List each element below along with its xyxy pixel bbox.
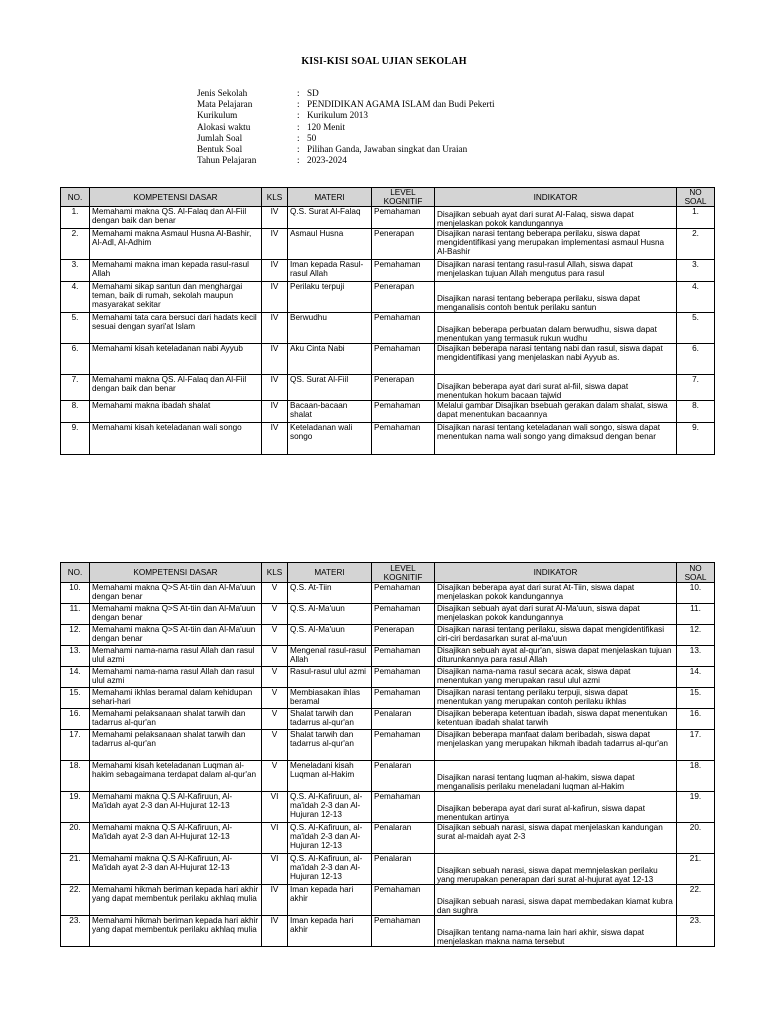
cell-kompetensi-dasar: Memahami hikmah beriman kepada hari akhir yang dapat membentuk perilaku akhlaq mulia (90, 885, 262, 916)
cell-kompetensi-dasar: Memahami makna Q>S At-tiin dan Al-Ma'uun dengan benar (90, 583, 262, 604)
cell-kls: IV (262, 260, 288, 282)
cell-level-kognitif: Pemahaman (372, 688, 435, 709)
table-row (61, 282, 715, 313)
cell-kls: IV (262, 375, 288, 401)
table-row (61, 344, 715, 375)
cell-kls: V (262, 761, 288, 792)
cell-no: 11. (61, 604, 90, 625)
table-row (61, 823, 715, 854)
cell-kls: V (262, 646, 288, 667)
table-row (61, 854, 715, 885)
meta-value: SD (307, 88, 319, 98)
cell-indikator: Disajikan narasi tentang beberapa perilaku, siswa dapat mengidentifikasi yang merupakan implementasi asmaul Husna Al-Bashir (435, 229, 677, 260)
table-row (61, 730, 715, 761)
cell-indikator: Disajikan narasi tentang beberapa perilaku, siswa dapat menganalisis contoh bentuk perilaku santun (435, 282, 677, 313)
meta-row-jumlah-soal (197, 133, 495, 144)
cell-no: 3. (61, 260, 90, 282)
table-row (61, 625, 715, 646)
cell-indikator: Disajikan narasi tentang perilaku, siswa dapat mengidentifikasi ciri-ciri berdasarkan surat al-ma'uun (435, 625, 677, 646)
header-no: NO. (61, 188, 90, 207)
cell-no-soal: 22. (677, 885, 715, 916)
cell-indikator: Disajikan nama-nama rasul secara acak, siswa dapat menentukan yang merupakan rasul ulul azmi (435, 667, 677, 688)
cell-no: 20. (61, 823, 90, 854)
table-row (61, 761, 715, 792)
meta-value: 120 Menit (307, 121, 346, 132)
cell-level-kognitif: Penalaran (372, 709, 435, 730)
cell-no-soal: 18. (677, 761, 715, 792)
meta-value: Pilihan Ganda, Jawaban singkat dan Uraian (307, 144, 468, 155)
cell-indikator: Disajikan narasi tentang luqman al-hakim, siswa dapat menganalisis perilaku meneladani luqman al-Hakim (435, 761, 677, 792)
cell-no-soal: 21. (677, 854, 715, 885)
cell-kompetensi-dasar: Memahami makna Q>S At-tiin dan Al-Ma'uun dengan benar (90, 625, 262, 646)
cell-kls: V (262, 625, 288, 646)
cell-no: 14. (61, 667, 90, 688)
cell-materi: Bacaan-bacaan shalat (288, 401, 372, 423)
cell-no-soal: 1. (677, 207, 715, 229)
cell-kompetensi-dasar: Memahami makna Q.S Al-Kafiruun, Al-Ma'idah ayat 2-3 dan Al-Hujurat 12-13 (90, 854, 262, 885)
header-no-soal: NO SOAL (677, 563, 715, 583)
cell-no-soal: 6. (677, 344, 715, 375)
cell-no: 17. (61, 730, 90, 761)
cell-level-kognitif: Pemahaman (372, 313, 435, 344)
cell-no: 19. (61, 792, 90, 823)
cell-no-soal: 3. (677, 260, 715, 282)
cell-kls: IV (262, 344, 288, 375)
cell-materi: Iman kepada hari akhir (288, 885, 372, 916)
cell-level-kognitif: Pemahaman (372, 646, 435, 667)
cell-indikator: Disajikan narasi tentang rasul-rasul Allah, siswa dapat menjelaskan tujuan Allah mengutus para rasul (435, 260, 677, 282)
cell-kls: IV (262, 916, 288, 947)
cell-indikator: Disajikan beberapa ayat dari surat al-fiil, siswa dapat menentukan hokum bacaan tajwid (435, 375, 677, 401)
cell-kompetensi-dasar: Memahami pelaksanaan shalat tarwih dan tadarrus al-qur'an (90, 709, 262, 730)
cell-level-kognitif: Penerapan (372, 625, 435, 646)
cell-kompetensi-dasar: Memahami makna Q.S Al-Kafiruun, Al-Ma'idah ayat 2-3 dan Al-Hujurat 12-13 (90, 823, 262, 854)
cell-no-soal: 11. (677, 604, 715, 625)
cell-kls: IV (262, 313, 288, 344)
cell-kls: V (262, 730, 288, 761)
meta-colon: : (297, 155, 300, 166)
cell-no-soal: 17. (677, 730, 715, 761)
cell-kompetensi-dasar: Memahami makna Q>S At-tiin dan Al-Ma'uun dengan benar (90, 604, 262, 625)
cell-indikator: Disajikan sebuah ayat dari surat Al-Falaq, siswa dapat menjelaskan pokok kandungannya (435, 207, 677, 229)
cell-no: 23. (61, 916, 90, 947)
cell-no: 15. (61, 688, 90, 709)
header-kompetensi-dasar: KOMPETENSI DASAR (90, 563, 262, 583)
cell-kls: IV (262, 423, 288, 455)
cell-kls: IV (262, 282, 288, 313)
cell-kls: IV (262, 207, 288, 229)
table-row (61, 401, 715, 423)
cell-level-kognitif: Penalaran (372, 823, 435, 854)
cell-level-kognitif: Pemahaman (372, 885, 435, 916)
cell-indikator: Disajikan beberapa narasi tentang nabi dan rasul, siswa dapat mengidentifikasi yang menjelaskan nabi Ayyub as. (435, 344, 677, 375)
table-row (61, 885, 715, 916)
cell-no-soal: 13. (677, 646, 715, 667)
header-indikator: INDIKATOR (435, 188, 677, 207)
cell-kls: V (262, 604, 288, 625)
cell-kompetensi-dasar: Memahami tata cara bersuci dari hadats kecil sesuai dengan syari'at Islam (90, 313, 262, 344)
cell-no: 1. (61, 207, 90, 229)
cell-level-kognitif: Pemahaman (372, 344, 435, 375)
cell-kls: IV (262, 401, 288, 423)
cell-kls: V (262, 709, 288, 730)
table-header-row (61, 188, 715, 207)
cell-indikator: Disajikan tentang nama-nama lain hari akhir, siswa dapat menjelaskan makna nama tersebut (435, 916, 677, 947)
cell-indikator: Disajikan sebuah ayat dari surat Al-Ma'uun, siswa dapat menjelaskan pokok kandungannya (435, 604, 677, 625)
cell-level-kognitif: Pemahaman (372, 730, 435, 761)
header-no-soal: NO SOAL (677, 188, 715, 207)
cell-kompetensi-dasar: Memahami makna Q.S Al-Kafiruun, Al-Ma'idah ayat 2-3 dan Al-Hujurat 12-13 (90, 792, 262, 823)
header-materi: MATERI (288, 563, 372, 583)
cell-kompetensi-dasar: Memahami makna QS. Al-Falaq dan Al-Fiil dengan baik dan benar (90, 207, 262, 229)
meta-label: Mata Pelajaran (197, 99, 253, 110)
cell-materi: Q.S. Al-Ma'uun (288, 625, 372, 646)
header-indikator: INDIKATOR (435, 563, 677, 583)
header-kompetensi-dasar: KOMPETENSI DASAR (90, 188, 262, 207)
cell-level-kognitif: Pemahaman (372, 792, 435, 823)
cell-kls: V (262, 667, 288, 688)
meta-value: 50 (307, 132, 317, 143)
header-level-kognitif: LEVEL KOGNITIF (372, 563, 435, 583)
cell-materi: Keteladanan wali songo (288, 423, 372, 455)
cell-no: 5. (61, 313, 90, 344)
cell-level-kognitif: Penerapan (372, 282, 435, 313)
cell-level-kognitif: Penerapan (372, 375, 435, 401)
cell-kls: VI (262, 792, 288, 823)
cell-materi: Shalat tarwih dan tadarrus al-qur'an (288, 730, 372, 761)
meta-value: PENDIDIKAN AGAMA ISLAM dan Budi Pekerti (307, 99, 495, 110)
cell-no-soal: 14. (677, 667, 715, 688)
cell-no: 10. (61, 583, 90, 604)
cell-no: 9. (61, 423, 90, 455)
cell-materi: Asmaul Husna (288, 229, 372, 260)
table-row (61, 313, 715, 344)
cell-kompetensi-dasar: Memahami makna iman kepada rasul-rasul Allah (90, 260, 262, 282)
cell-level-kognitif: Pemahaman (372, 401, 435, 423)
header-materi: MATERI (288, 188, 372, 207)
table-row (61, 688, 715, 709)
cell-no-soal: 5. (677, 313, 715, 344)
cell-indikator: Disajikan beberapa ayat dari surat al-kafirun, siswa dapat menentukan artinya (435, 792, 677, 823)
cell-kompetensi-dasar: Memahami kisah keteladanan wali songo (90, 423, 262, 455)
meta-colon: : (297, 99, 300, 110)
document-title: KISI-KISI SOAL UJIAN SEKOLAH (301, 56, 467, 67)
cell-indikator: Disajikan narasi tentang keteladanan wali songo, siswa dapat menentukan nama wali songo yang dimaksud dengan benar (435, 423, 677, 455)
cell-indikator: Disajikan sebuah narasi, siswa dapat membedakan kiamat kubra dan sughra (435, 885, 677, 916)
cell-materi: Q.S. Al-Kafiruun, al-ma'idah 2-3 dan Al-Hujuran 12-13 (288, 792, 372, 823)
cell-no: 4. (61, 282, 90, 313)
cell-kls: VI (262, 854, 288, 885)
cell-no-soal: 4. (677, 282, 715, 313)
meta-row-kurikulum (197, 110, 495, 121)
cell-kompetensi-dasar: Memahami nama-nama rasul Allah dan rasul ulul azmi (90, 646, 262, 667)
cell-indikator: Disajikan narasi tentang perilaku terpuji, siswa dapat menentukan yang merupakan contoh perilaku ikhlas (435, 688, 677, 709)
meta-label: Jenis Sekolah (197, 88, 248, 98)
meta-row-tahun-pelajaran (197, 155, 495, 166)
document-meta (197, 88, 495, 166)
cell-no: 13. (61, 646, 90, 667)
table-row (61, 583, 715, 604)
cell-level-kognitif: Pemahaman (372, 667, 435, 688)
meta-value: Kurikulum 2013 (307, 110, 368, 121)
cell-kompetensi-dasar: Memahami hikmah beriman kepada hari akhir yang dapat membentuk perilaku akhlaq mulia (90, 916, 262, 947)
cell-indikator: Disajikan beberapa perbuatan dalam berwudhu, siswa dapat menentukan yang termasuk rukun wudhu (435, 313, 677, 344)
cell-materi: Iman kepada Rasul-rasul Allah (288, 260, 372, 282)
header-level-kognitif: LEVEL KOGNITIF (372, 188, 435, 207)
cell-level-kognitif: Pemahaman (372, 916, 435, 947)
cell-kls: V (262, 688, 288, 709)
cell-no-soal: 8. (677, 401, 715, 423)
cell-no-soal: 2. (677, 229, 715, 260)
header-no: NO. (61, 563, 90, 583)
meta-label: Kurikulum (197, 110, 238, 121)
cell-no: 22. (61, 885, 90, 916)
meta-colon: : (297, 132, 300, 143)
cell-materi: Rasul-rasul ulul azmi (288, 667, 372, 688)
cell-kompetensi-dasar: Memahami sikap santun dan menghargai teman, baik di rumah, sekolah maupun masyarakat sekitar (90, 282, 262, 313)
cell-no-soal: 19. (677, 792, 715, 823)
cell-level-kognitif: Pemahaman (372, 423, 435, 455)
cell-materi: Q.S. Al-Kafiruun, al-ma'idah 2-3 dan Al-Hujuran 12-13 (288, 854, 372, 885)
meta-colon: : (297, 144, 300, 155)
cell-materi: QS. Surat Al-Fiil (288, 375, 372, 401)
cell-no: 2. (61, 229, 90, 260)
cell-level-kognitif: Penerapan (372, 229, 435, 260)
cell-kompetensi-dasar: Memahami kisah keteladanan nabi Ayyub (90, 344, 262, 375)
cell-no-soal: 9. (677, 423, 715, 455)
cell-level-kognitif: Penalaran (372, 761, 435, 792)
meta-row-jenis-sekolah (197, 88, 495, 99)
cell-no-soal: 20. (677, 823, 715, 854)
header-kls: KLS (262, 188, 288, 207)
cell-kls: V (262, 583, 288, 604)
meta-row-alokasi-waktu (197, 122, 495, 133)
cell-no: 8. (61, 401, 90, 423)
cell-no: 18. (61, 761, 90, 792)
cell-level-kognitif: Pemahaman (372, 207, 435, 229)
meta-row-mata-pelajaran (197, 99, 495, 110)
cell-indikator: Disajikan beberapa ketentuan ibadah, siswa dapat menentukan ketentuan ibadah shalat tarwih (435, 709, 677, 730)
cell-materi: Q.S. Al-Ma'uun (288, 604, 372, 625)
cell-kompetensi-dasar: Memahami makna ibadah shalat (90, 401, 262, 423)
cell-materi: Berwudhu (288, 313, 372, 344)
cell-indikator: Disajikan sebuah narasi, siswa dapat menjelaskan kandungan surat al-maidah ayat 2-3 (435, 823, 677, 854)
meta-label: Jumlah Soal (197, 132, 243, 143)
table-row (61, 260, 715, 282)
cell-no: 6. (61, 344, 90, 375)
cell-indikator: Disajikan sebuah narasi, siswa dapat memnjelaskan perilaku yang merupakan penerapan dari surat al-hujurat ayat 12-13 (435, 854, 677, 885)
table-row (61, 792, 715, 823)
cell-materi: Aku Cinta Nabi (288, 344, 372, 375)
cell-no-soal: 10. (677, 583, 715, 604)
cell-kls: VI (262, 823, 288, 854)
cell-kompetensi-dasar: Memahami makna QS. Al-Falaq dan Al-Fiil dengan baik dan benar (90, 375, 262, 401)
meta-label: Alokasi waktu (197, 121, 251, 132)
cell-no-soal: 15. (677, 688, 715, 709)
cell-kompetensi-dasar: Memahami pelaksanaan shalat tarwih dan tadarrus al-qur'an (90, 730, 262, 761)
cell-no-soal: 7. (677, 375, 715, 401)
cell-indikator: Disajikan beberapa ayat dari surat At-Tiin, siswa dapat menjelaskan pokok kandungannya (435, 583, 677, 604)
cell-materi: Membiasakan ihlas beramal (288, 688, 372, 709)
cell-materi: Q.S. At-Tiin (288, 583, 372, 604)
cell-indikator: Melalui gambar Disajikan bsebuah gerakan dalam shalat, siswa dapat menentukan bacaannya (435, 401, 677, 423)
cell-kompetensi-dasar: Memahami ikhlas beramal dalam kehidupan sehari-hari (90, 688, 262, 709)
cell-materi: Meneladani kisah Luqman al-Hakim (288, 761, 372, 792)
table-row (61, 667, 715, 688)
meta-colon: : (297, 88, 300, 98)
meta-colon: : (297, 121, 300, 132)
cell-no: 12. (61, 625, 90, 646)
kisi-kisi-table-2 (60, 562, 715, 947)
cell-kls: IV (262, 229, 288, 260)
cell-indikator: Disajikan beberapa manfaat dalam beribadah, siswa dapat menjelaskan yang merupakan hikmah ibadah tadarrus al-qur'an (435, 730, 677, 761)
cell-level-kognitif: Pemahaman (372, 260, 435, 282)
table-row (61, 229, 715, 260)
cell-no: 16. (61, 709, 90, 730)
cell-materi: Q.S. Surat Al-Falaq (288, 207, 372, 229)
cell-no: 7. (61, 375, 90, 401)
cell-level-kognitif: Pemahaman (372, 604, 435, 625)
cell-kompetensi-dasar: Memahami nama-nama rasul Allah dan rasul ulul azmi (90, 667, 262, 688)
cell-materi: Q.S. Al-Kafiruun, al-ma'idah 2-3 dan Al-Hujuran 12-13 (288, 823, 372, 854)
cell-kompetensi-dasar: Memahami kisah keteladanan Luqman al-hakim sebagaimana terdapat dalam al-qur'an (90, 761, 262, 792)
cell-no-soal: 16. (677, 709, 715, 730)
table-row (61, 604, 715, 625)
meta-label: Tahun Pelajaran (197, 155, 257, 166)
table-row (61, 423, 715, 455)
cell-kls: IV (262, 885, 288, 916)
table-row (61, 207, 715, 229)
cell-no: 21. (61, 854, 90, 885)
header-kls: KLS (262, 563, 288, 583)
cell-indikator: Disajikan sebuah ayat al-qur'an, siswa dapat menjelaskan tujuan diturunkannya para rasul Allah (435, 646, 677, 667)
table-row (61, 375, 715, 401)
cell-materi: Perilaku terpuji (288, 282, 372, 313)
meta-colon: : (297, 110, 300, 121)
cell-materi: Shalat tarwih dan tadarrus al-qur'an (288, 709, 372, 730)
table-row (61, 709, 715, 730)
cell-no-soal: 12. (677, 625, 715, 646)
kisi-kisi-table-1 (60, 187, 715, 455)
cell-materi: Mengenal rasul-rasul Allah (288, 646, 372, 667)
table-header-row (61, 563, 715, 583)
cell-materi: Iman kepada hari akhir (288, 916, 372, 947)
meta-label: Bentuk Soal (197, 144, 243, 155)
meta-value: 2023-2024 (307, 155, 347, 166)
cell-kompetensi-dasar: Memahami makna Asmaul Husna Al-Bashir, Al-Adl, Al-Adhim (90, 229, 262, 260)
cell-no-soal: 23. (677, 916, 715, 947)
meta-row-bentuk-soal (197, 144, 495, 155)
cell-level-kognitif: Penalaran (372, 854, 435, 885)
table-row (61, 646, 715, 667)
cell-level-kognitif: Pemahaman (372, 583, 435, 604)
table-row (61, 916, 715, 947)
